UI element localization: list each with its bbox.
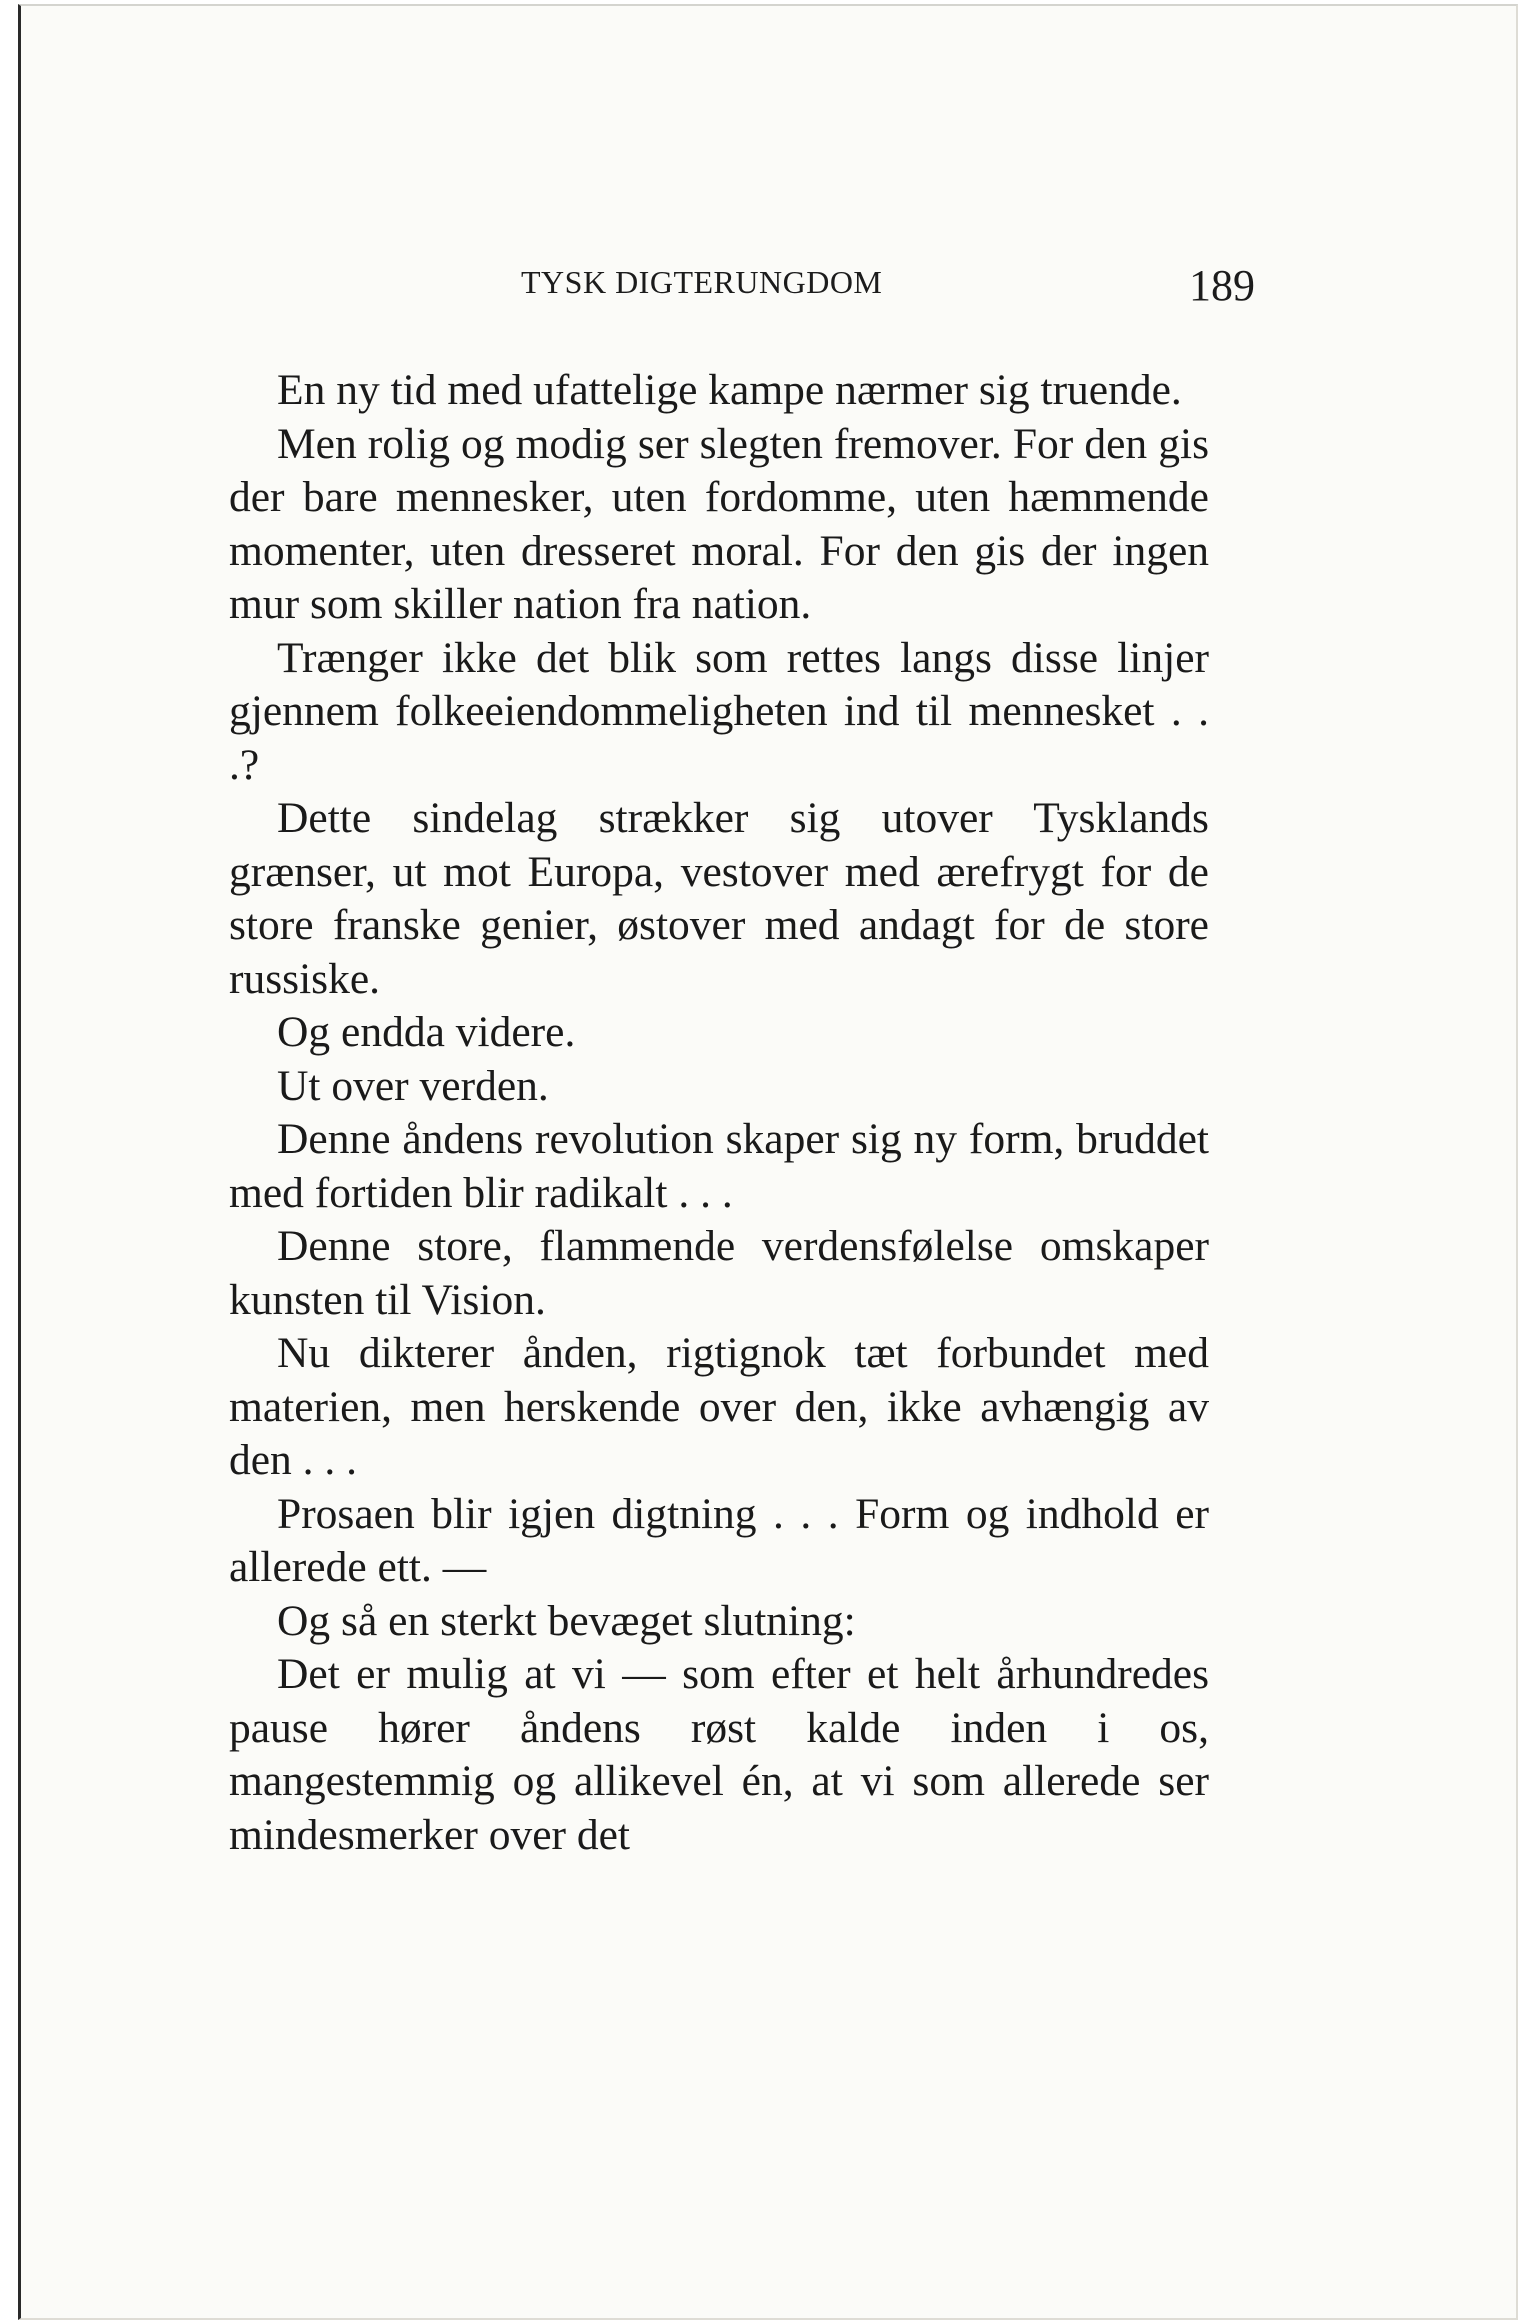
page-number: 189 [1189,261,1255,310]
paragraph: Trænger ikke det blik som rettes langs disse linjer gjennem folkeeiendommeligheten ind til mennesket . . .? [229,633,1209,789]
paragraph: Denne store, flammende verdensfølelse omskaper kunsten til Vision. [229,1222,1209,1324]
paragraph: Men rolig og modig ser slegten fremover. For den gis der bare mennesker, uten fordomme, uten hæmmende momenter, uten dresseret moral. For den gis der ingen mur som skiller nation fra nation. [229,419,1209,628]
paragraph: Nu dikterer ånden, rigtignok tæt forbundet med materien, men herskende over den, ikke avhængig av den . . . [229,1329,1209,1484]
paragraph: Og så en sterkt bevæget slutning: [277,1596,856,1645]
paragraph: Og endda videre. [277,1008,576,1056]
running-title: TYSK DIGTERUNGDOM [521,264,883,300]
paragraph: Ut over verden. [277,1061,549,1110]
book-page [18,4,1518,2320]
page-header [221,261,1255,324]
paragraph: Denne åndens revolution skaper sig ny form, bruddet med fortiden blir radikalt . . . [229,1115,1209,1217]
paragraph: En ny tid med ufattelige kampe nærmer sig truende. [277,366,1182,414]
paragraph: Det er mulig at vi — som efter et helt århundredes pause hører åndens røst kalde inden i os, mangestemmig og allikevel én, at vi som allerede ser mindesmerker over det [229,1650,1209,1859]
paragraph: Dette sindelag strækker sig utover Tysklands grænser, ut mot Europa, vestover med ærefrygt for de store franske genier, østover med andagt for de store russiske. [229,794,1209,1003]
body-text [229,364,1209,1862]
paragraph: Prosaen blir igjen digtning . . . Form og indhold er allerede ett. — [229,1489,1209,1591]
